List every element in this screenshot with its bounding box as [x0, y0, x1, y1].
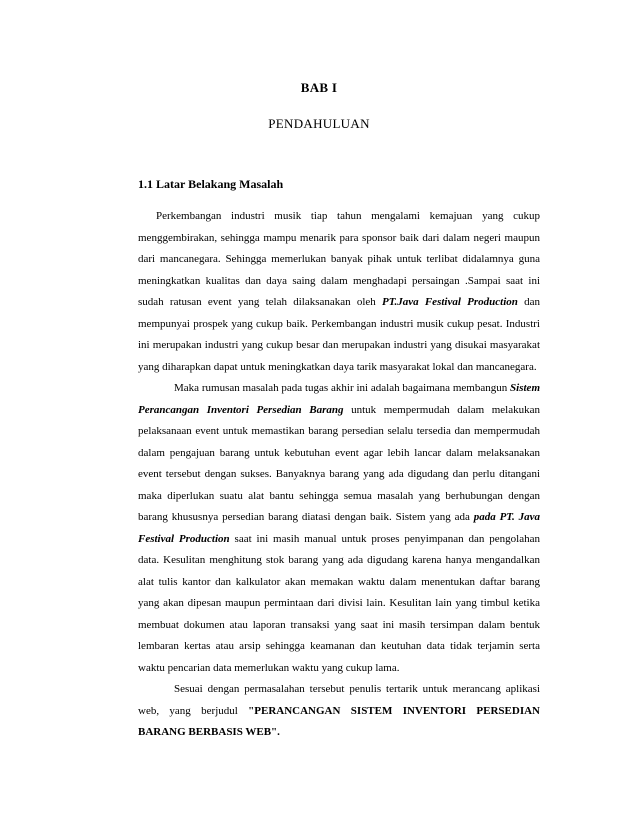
paragraph-3-text-a: Sesuai dengan permasalahan tersebut penulis tertarik untuk merancang aplikasi web, yang berjudul	[138, 683, 540, 717]
paragraph-3	[138, 679, 540, 744]
company-name-2: pada PT. Java Festival Production	[138, 511, 540, 545]
body-text	[138, 206, 540, 744]
paragraph-1-text-a: Perkembangan industri musik tiap tahun mengalami kemajuan yang cukup menggembirakan, sehingga mampu menarik para sponsor baik dari dalam negeri maupun dari mancanegara. Sehingga memerlukan banyak pihak untuk terlibat didalamnya guna meningkatkan kualitas dan daya saing dalam menghadapi persaingan .Sampai saat ini sudah ratusan event yang telah dilaksanakan oleh	[138, 210, 540, 308]
company-name: PT.Java Festival Production	[382, 296, 518, 308]
chapter-number: BAB I	[300, 80, 338, 95]
thesis-title: "PERANCANGAN SISTEM INVENTORI PERSEDIAN BARANG BERBASIS WEB".	[138, 704, 540, 738]
paragraph-2-text-c: saat ini masih manual untuk proses penyimpanan dan pengolahan data. Kesulitan menghitung stok barang yang ada digudang karena hanya mengandalkan alat tulis kantor dan kalkulator akan memakan waktu dalam menentukan daftar barang yang akan dipesan maupun permintaan dari divisi lain. Kesulitan lain yang timbul ketika membuat dokumen atau laporan transaksi yang saat ini masih tersimpan dalam bentuk lembaran kertas atau arsip sehingga keamanan dan keutuhan data tidak terjamin serta waktu pencarian data memerlukan waktu yang cukup lama.	[138, 532, 541, 674]
chapter-title: PENDAHULUAN	[268, 116, 370, 131]
section-heading: 1.1 Latar Belakang Masalah	[138, 177, 284, 191]
paragraph-2-text-b: untuk mempermudah dalam melakukan pelaksanaan event untuk memastikan barang persedian selalu tersedia dan mempermudah dalam pengajuan barang untuk kebutuhan event agar lebih lancar dalam melaksanakan event tersebut dengan sukses. Banyaknya barang yang ada digudang dan perlu ditangani maka diperlukan suatu alat bantu sehingga semua masalah yang berhubungan dengan barang khususnya persedian barang diatasi dengan baik. Sistem yang ada	[138, 403, 541, 523]
system-name: Sistem Perancangan Inventori Persedian Barang	[138, 382, 540, 416]
paragraph-2	[138, 378, 540, 679]
paragraph-1	[138, 206, 540, 378]
paragraph-1-text-b: dan mempunyai prospek yang cukup baik. Perkembangan industri musik cukup pesat. Industri ini merupakan industri yang cukup besar dan merupakan industri yang disukai masyarakat yang diharapkan dapat untuk meningkatkan daya tarik masyarakat lokal dan mancanegara.	[138, 296, 540, 373]
paragraph-2-text-a: Maka rumusan masalah pada tugas akhir ini adalah bagaimana membangun	[174, 382, 511, 394]
